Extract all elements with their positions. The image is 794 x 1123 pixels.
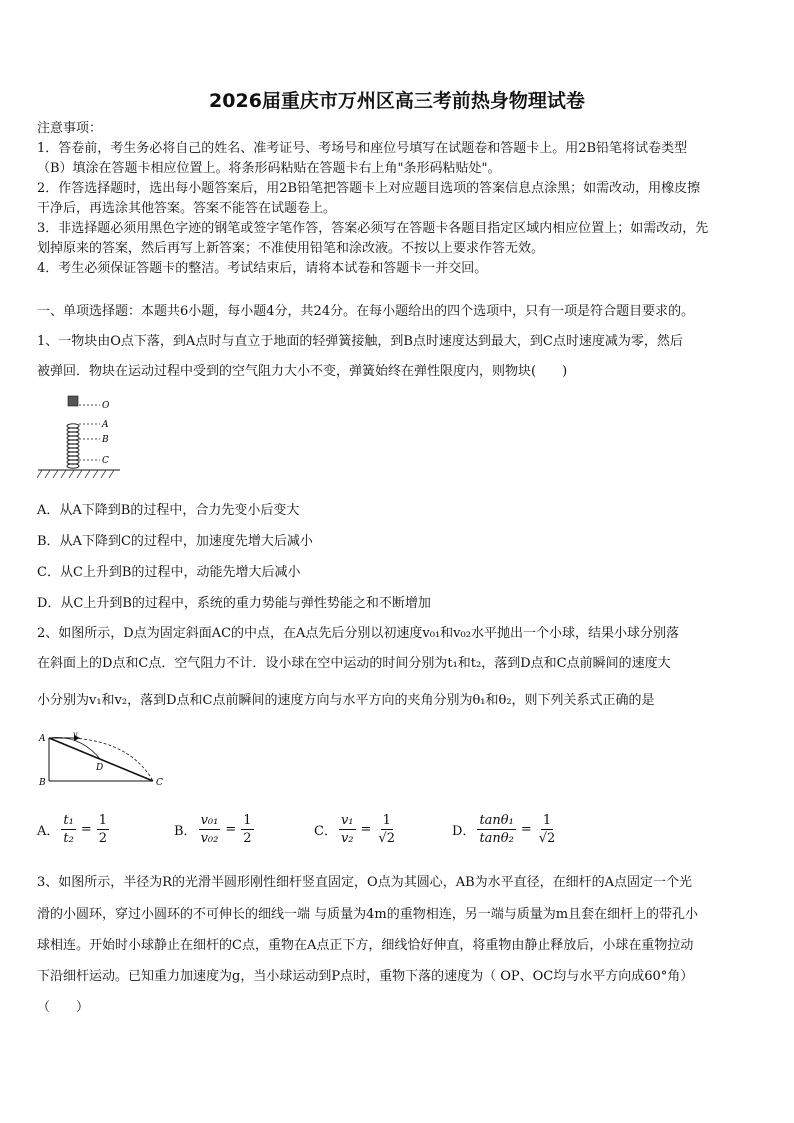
label-c: C xyxy=(102,456,109,466)
label-b: B xyxy=(102,435,109,445)
question-2-text: 小分别为v₁和v₂，落到D点和C点前瞬间的速度方向与水平方向的夹角分别为θ₁和θ₂，则下列关系式正确的是 xyxy=(37,693,655,708)
notice-line: 3．非选择题必须用黑色字迹的钢笔或签字笔作答，答案必须写在答题卡各题目指定区域内相应位置上；如需改动，先 xyxy=(37,221,709,236)
question-3-text: 3、如图所示，半径为R的光滑半圆形刚性细杆竖直固定，O点为其圆心，AB为水平直径，在细杆的A点固定一个光 xyxy=(37,875,693,890)
option-b: B．从A下降到C的过程中，加速度先增大后减小 xyxy=(37,534,313,549)
notice-heading: 注意事项： xyxy=(37,121,103,136)
notice-line: 4．考生必须保证答题卡的整洁。考试结束后，请将本试卷和答题卡一并交回。 xyxy=(37,261,488,276)
notice-line: （B）填涂在答题卡相应位置上。将条形码粘贴在答题卡右上角"条形码粘贴处"。 xyxy=(37,161,501,176)
label-v: v xyxy=(73,730,78,739)
notice-line: 2．作答选择题时，选出每小题答案后，用2B铅笔把答题卡上对应题目选项的答案信息点涂黑；如需改动，用橡皮擦 xyxy=(37,181,701,196)
question-1-text: 1、一物块由O点下落，到A点时与直立于地面的轻弹簧接触，到B点时速度达到最大，到C点时速度减为零，然后 xyxy=(37,334,683,349)
label-o: O xyxy=(102,401,110,411)
exam-title: 2026届重庆市万州区高三考前热身物理试卷 xyxy=(209,90,585,112)
notice-line: 干净后，再选涂其他答案。答案不能答在试题卷上。 xyxy=(37,201,337,216)
question-3-text: 球相连。开始时小球静止在细杆的C点，重物在A点正下方，细线恰好伸直，将重物由静止释放后，小球在重物拉动 xyxy=(37,938,694,953)
option-b: B． $\frac{\text{v₀₁}}{\text{v₀₂}}$ = $\frac{1}{2}$ xyxy=(174,813,252,846)
spring-figure xyxy=(36,392,122,484)
notice-line: 1．答卷前，考生务必将自己的姓名、准考证号、考场号和座位号填写在试题卷和答题卡上。用2B铅笔将试卷类型 xyxy=(37,141,688,156)
label-b: B xyxy=(39,778,46,788)
answer-blank: （ ） xyxy=(37,1000,90,1015)
question-2-text: 在斜面上的D点和C点．空气阻力不计．设小球在空中运动的时间分别为t₁和t₂，落到D点和C点前瞬间的速度大 xyxy=(37,656,671,671)
section-heading: 一、单项选择题：本题共6小题，每小题4分，共24分。在每小题给出的四个选项中，只有一项是符合题目要求的。 xyxy=(37,304,695,319)
question-2-text: 2、如图所示，D点为固定斜面AC的中点，在A点先后分别以初速度v₀₁和v₀₂水平抛出一个小球，结果小球分别落 xyxy=(37,626,679,641)
option-a: A．从A下降到B的过程中，合力先变小后变大 xyxy=(37,503,300,518)
option-c: C．从C上升到B的过程中，动能先增大后减小 xyxy=(37,565,301,580)
incline-figure xyxy=(36,730,170,790)
option-a: A． $\frac{\text{t₁}}{\text{t₂}}$ = $\frac{1}{2}$ xyxy=(37,813,108,846)
notice-line: 划掉原来的答案，然后再写上新答案；不准使用铅笔和涂改液。不按以上要求作答无效。 xyxy=(37,241,545,256)
question-3-text: 下沿细杆运动。已知重力加速度为g，当小球运动到P点时，重物下落的速度为（ OP、OC均与水平方向成60°角） xyxy=(37,969,694,984)
label-d: D xyxy=(96,763,104,773)
question-3-text: 滑的小圆环，穿过小圆环的不可伸长的细线一端 与质量为4m的重物相连，另一端与质量为m且套在细杆上的带孔小 xyxy=(37,907,699,922)
label-c: C xyxy=(156,778,163,788)
option-d: D． $\frac{\text{tanθ₁}}{\text{tanθ₂}}$ = $\frac{1}{√2}$ xyxy=(452,813,556,846)
label-a: A xyxy=(39,734,46,744)
label-a: A xyxy=(102,420,109,430)
question-1-text: 被弹回．物块在运动过程中受到的空气阻力大小不变，弹簧始终在弹性限度内，则物块( ) xyxy=(37,364,568,379)
option-d: D．从C上升到B的过程中，系统的重力势能与弹性势能之和不断增加 xyxy=(37,596,431,611)
option-c: C． $\frac{\text{v₁}}{\text{v₂}}$ = $\frac{1}{√2}$ xyxy=(314,813,395,846)
